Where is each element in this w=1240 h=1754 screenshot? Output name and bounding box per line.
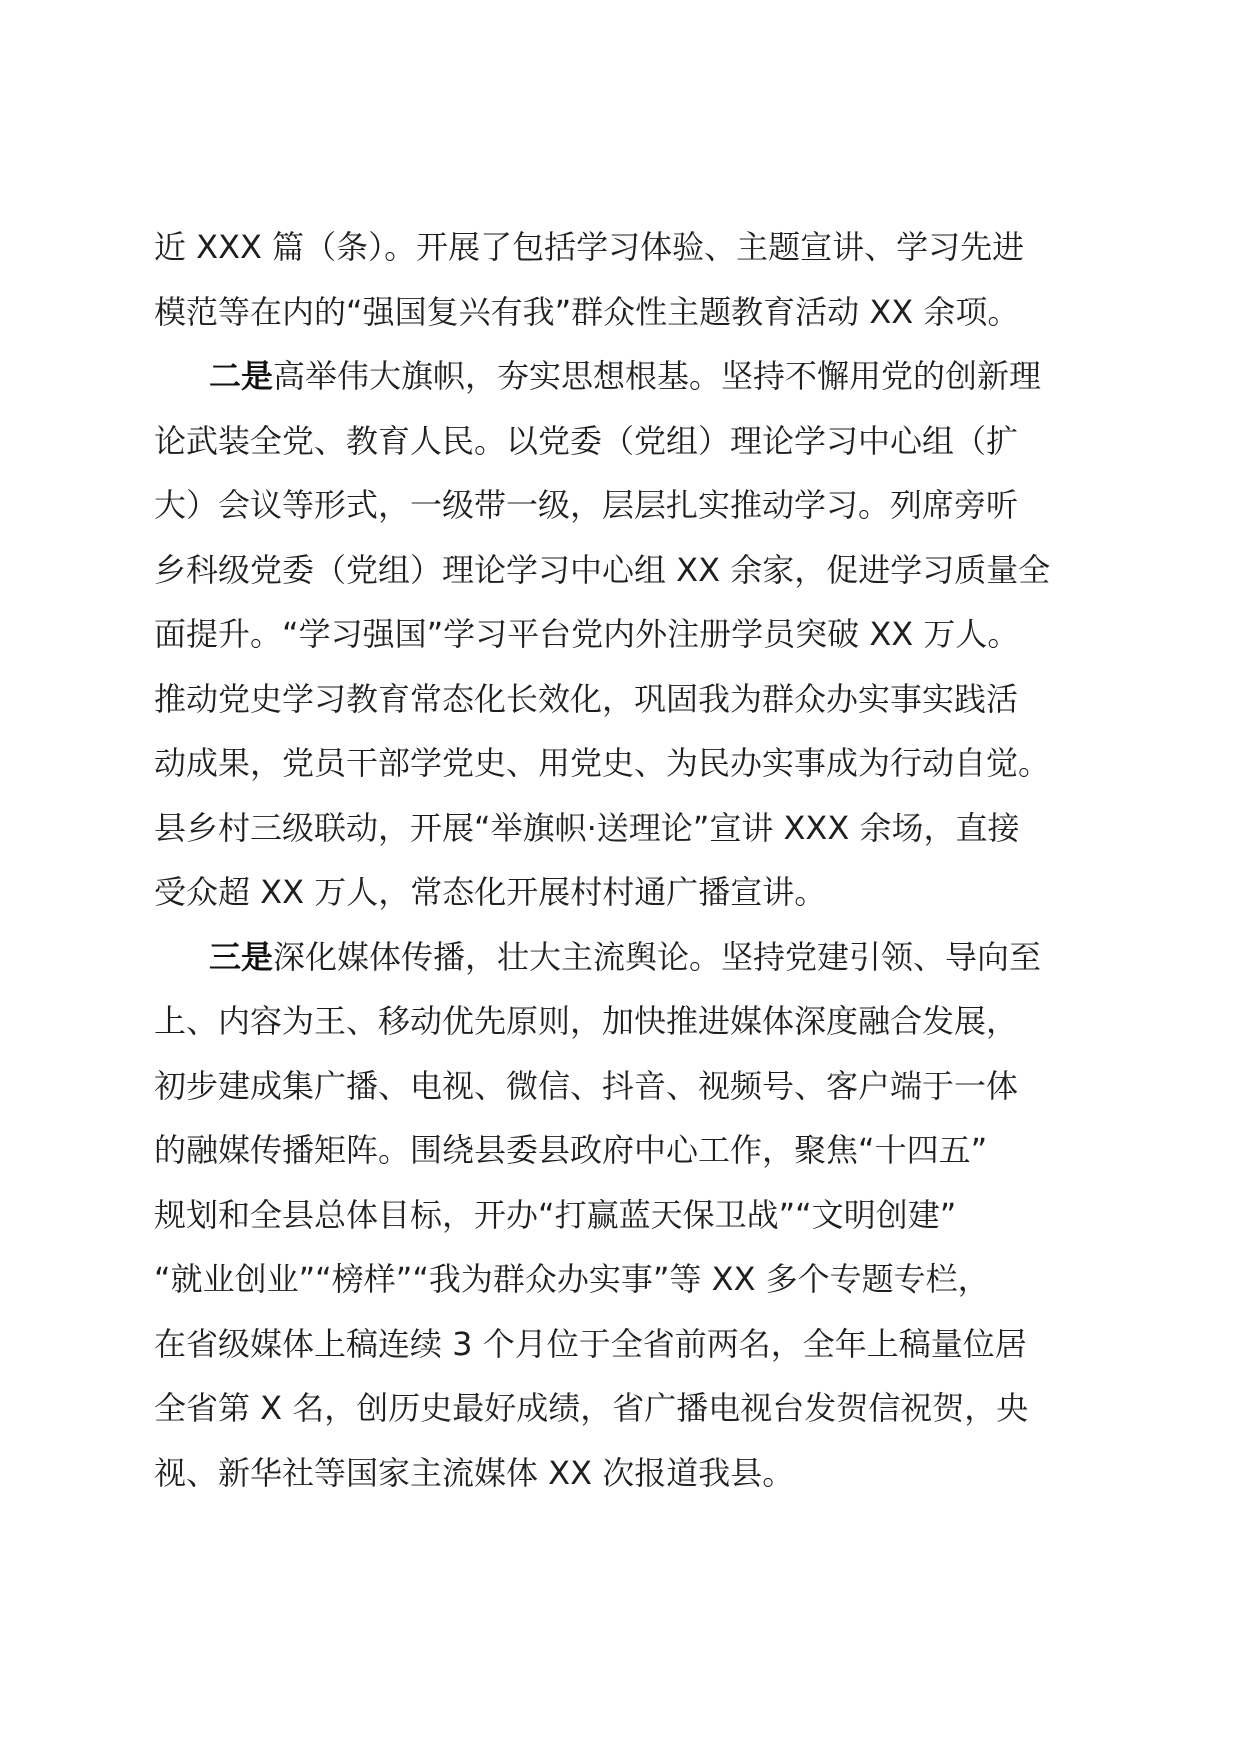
line-text: 近 XXX 篇（条）。开展了包括学习体验、主题宣讲、学习先进 [154, 228, 1025, 266]
text-line [154, 602, 1114, 667]
line-text: 上、内容为王、移动优先原则，加快推进媒体深度融合发展， [154, 1002, 1019, 1040]
line-text: “就业创业”“榜样”“我为群众办实事”等 XX 多个专题专栏， [154, 1260, 990, 1298]
line-text: 县乡村三级联动，开展“举旗帜·送理论”宣讲 XXX 余场，直接 [154, 808, 1020, 847]
line-text: 视、新华社等国家主流媒体 XX 次报道我县。 [154, 1453, 795, 1492]
line-text: 的融媒传播矩阵。围绕县委县政府中心工作，聚焦“十四五” [154, 1131, 988, 1169]
text-line [154, 538, 1114, 603]
text-line [154, 989, 1114, 1054]
line-text: 规划和全县总体目标，开办“打赢蓝天保卫战”“文明创建” [154, 1195, 957, 1234]
line-text: 全省第 X 名，创历史最好成绩，省广播电视台发贺信祝贺，央 [154, 1389, 1029, 1427]
line-text: 面提升。“学习强国”学习平台党内外注册学员突破 XX 万人。 [154, 615, 1020, 653]
text-line [154, 1312, 1114, 1377]
text-line [154, 473, 1114, 538]
line-text: 大）会议等形式，一级带一级，层层扎实推动学习。列席旁听 [154, 486, 1019, 524]
text-line [154, 1054, 1114, 1119]
line-text: 初步建成集广播、电视、微信、抖音、视频号、客户端于一体 [154, 1066, 1019, 1105]
text-line [154, 409, 1114, 474]
text-line [154, 860, 1114, 925]
line-text: 推动党史学习教育常态化长效化，巩固我为群众办实事实践活 [154, 679, 1019, 718]
paragraph-lead-label: 二是 [209, 357, 274, 395]
text-line [154, 796, 1114, 861]
text-line [154, 215, 1114, 280]
text-line [154, 667, 1114, 732]
paragraph-first-line [154, 344, 1114, 409]
line-text: 在省级媒体上稿连续 3 个月位于全省前两名，全年上稿量位居 [154, 1324, 1027, 1363]
paragraph-lead-label: 三是 [209, 937, 274, 976]
text-line [154, 1183, 1114, 1248]
paragraph-first-line [154, 925, 1114, 990]
line-text: 乡科级党委（党组）理论学习中心组 XX 余家，促进学习质量全 [154, 550, 1051, 589]
text-line [154, 280, 1114, 345]
line-text: 高举伟大旗帜，夯实思想根基。坚持不懈用党的创新理 [273, 357, 1042, 395]
line-text: 论武装全党、教育人民。以党委（党组）理论学习中心组（扩 [154, 421, 1019, 460]
text-line [154, 1118, 1114, 1183]
line-text: 深化媒体传播，壮大主流舆论。坚持党建引领、导向至 [273, 937, 1042, 976]
text-line [154, 731, 1114, 796]
line-text: 动成果，党员干部学党史、用党史、为民办实事成为行动自觉。 [154, 744, 1051, 782]
text-line [154, 1441, 1114, 1506]
line-text: 模范等在内的“强国复兴有我”群众性主题教育活动 XX 余项。 [154, 292, 1020, 331]
text-line [154, 1247, 1114, 1312]
body-text [154, 215, 1114, 1505]
text-line [154, 1376, 1114, 1441]
line-text: 受众超 XX 万人，常态化开展村村通广播宣讲。 [154, 873, 827, 911]
